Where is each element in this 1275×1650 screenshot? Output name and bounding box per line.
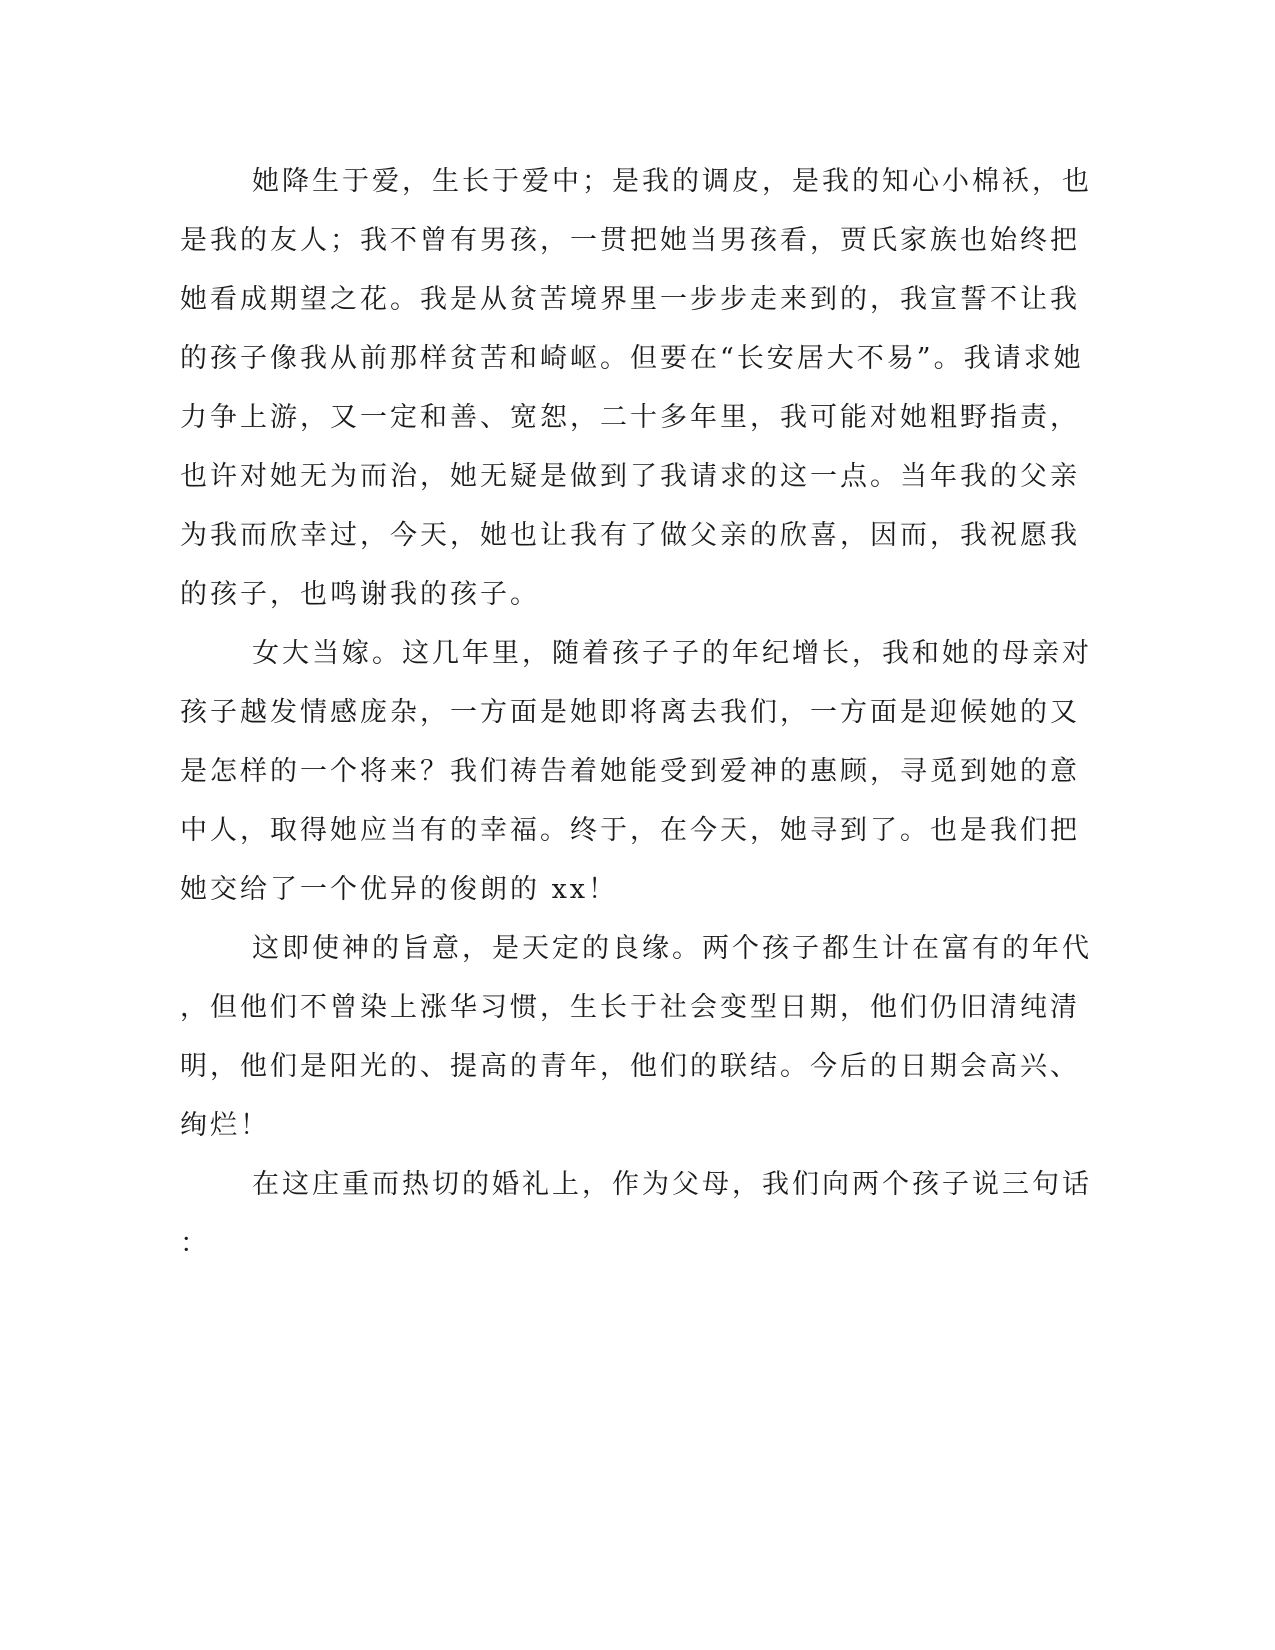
text-line: 中人，取得她应当有的幸福。终于，在今天，她寻到了。也是我们把 [180,815,1080,846]
text-line: 的孩子像我从前那样贫苦和崎岖。但要在“长安居大不易”。我请求她 [180,343,1084,374]
text-line: 力争上游，又一定和善、宽恕，二十多年里，我可能对她粗野指责， [180,402,1080,433]
text-line: ： [180,1228,210,1259]
text-line: 她交给了一个优异的俊朗的 xx！ [180,874,619,905]
text-line: 她看成期望之花。我是从贫苦境界里一步步走来到的，我宣誓不让我 [180,284,1080,315]
text-line: 绚烂！ [180,1110,270,1141]
text-line: 为我而欣幸过，今天，她也让我有了做父亲的欣喜，因而，我祝愿我 [180,520,1080,551]
text-line: 女大当嫁。这几年里，随着孩子子的年纪增长，我和她的母亲对 [252,638,1092,669]
text-line: 也许对她无为而治，她无疑是做到了我请求的这一点。当年我的父亲 [180,461,1080,492]
text-line: 孩子越发情感庞杂，一方面是她即将离去我们，一方面是迎候她的又 [180,697,1080,728]
text-line: 她降生于爱，生长于爱中；是我的调皮，是我的知心小棉袄，也 [252,166,1092,197]
text-line: 这即使神的旨意，是天定的良缘。两个孩子都生计在富有的年代 [252,933,1092,964]
text-line: 是我的友人；我不曾有男孩，一贯把她当男孩看，贾氏家族也始终把 [180,225,1080,256]
text-line: 的孩子，也鸣谢我的孩子。 [180,579,540,610]
text-line: 是怎样的一个将来？我们祷告着她能受到爱神的惠顾，寻觅到她的意 [180,756,1080,787]
text-line: 明，他们是阳光的、提高的青年，他们的联结。今后的日期会高兴、 [180,1051,1080,1082]
text-line: ，但他们不曾染上涨华习惯，生长于社会变型日期，他们仍旧清纯清 [180,992,1080,1023]
text-line: 在这庄重而热切的婚礼上，作为父母，我们向两个孩子说三句话 [252,1169,1092,1200]
